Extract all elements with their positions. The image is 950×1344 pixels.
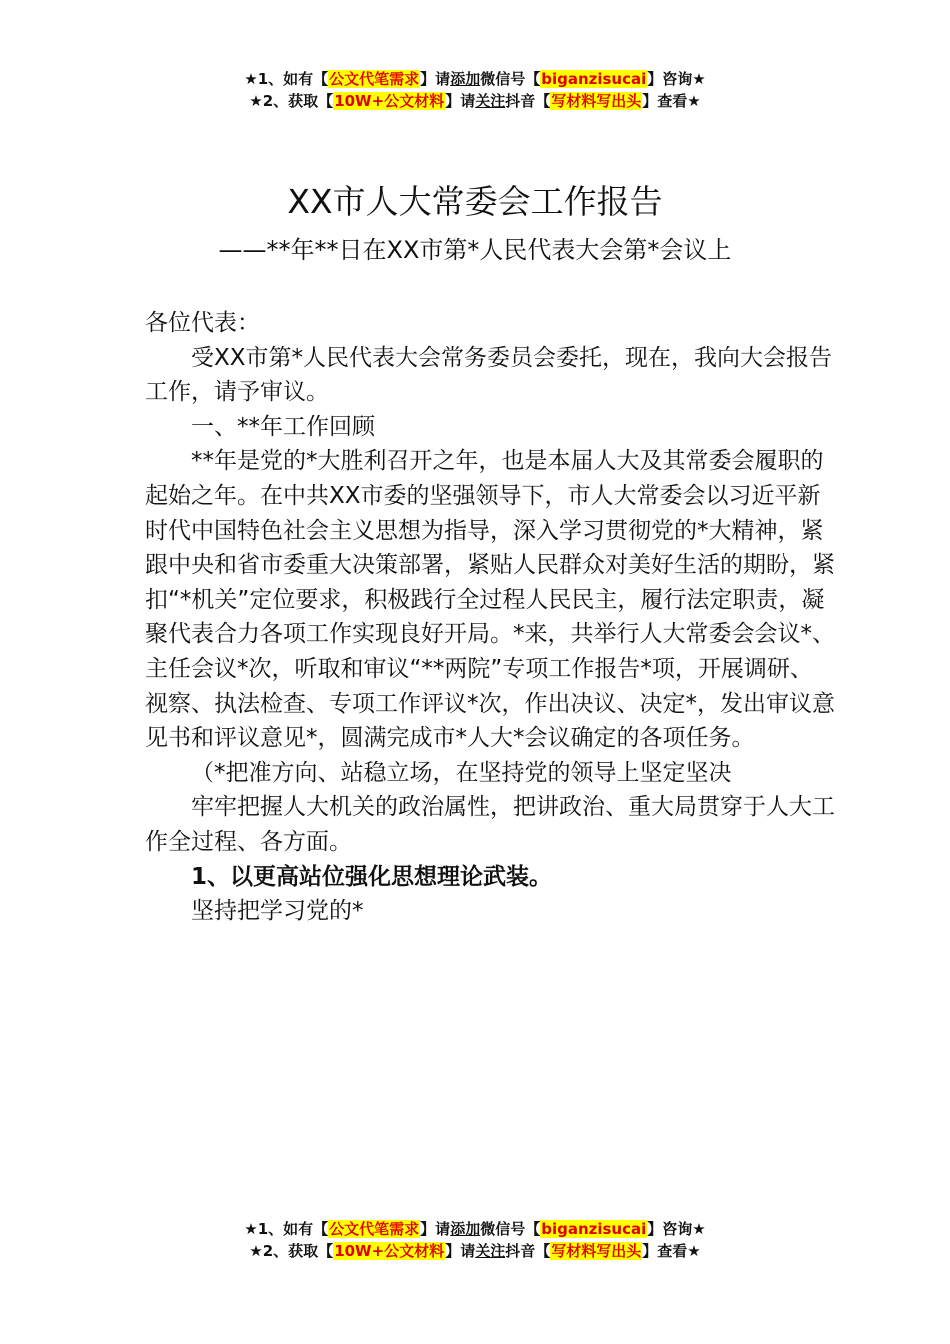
highlight-text: biganzisucai bbox=[541, 70, 647, 88]
paragraph: 牢牢把握人大机关的政治属性，把讲政治、重大局贯穿于人大工作全过程、各方面。 bbox=[145, 794, 835, 855]
highlight-text: 写材料写出头 bbox=[551, 1242, 642, 1260]
document-body bbox=[145, 306, 835, 929]
highlight-text: 公文代笔需求 bbox=[329, 1220, 420, 1238]
banner-line-2 bbox=[0, 90, 950, 112]
highlight-text: 10W+公文材料 bbox=[334, 92, 445, 110]
paragraph: 坚持把学习党的* bbox=[191, 898, 364, 925]
banner-line-1 bbox=[0, 68, 950, 90]
banner-text: 】咨询★ bbox=[647, 1220, 706, 1238]
banner-line-2 bbox=[0, 1240, 950, 1262]
paragraph: 受XX市第*人民代表大会常务委员会委托，现在，我向大会报告工作，请予审议。 bbox=[145, 344, 833, 406]
subsection-heading: （*把准方向、站稳立场，在坚持党的领导上坚定坚决 bbox=[191, 759, 732, 786]
banner-text: 抖音【 bbox=[505, 1242, 551, 1260]
banner-text: 微信号【 bbox=[480, 1220, 541, 1238]
underlined-text: 添加 bbox=[450, 70, 481, 88]
banner-line-1 bbox=[0, 1218, 950, 1240]
header-banner bbox=[0, 68, 950, 112]
banner-text: 】请 bbox=[445, 1242, 476, 1260]
banner-text: 】查看★ bbox=[642, 1242, 701, 1260]
document-title: XX市人大常委会工作报告 bbox=[287, 182, 663, 221]
highlight-text: 写材料写出头 bbox=[551, 92, 642, 110]
banner-text: 】请 bbox=[420, 70, 451, 88]
salutation: 各位代表： bbox=[145, 310, 260, 336]
document-subtitle: ——**年**日在XX市第*人民代表大会第*会议上 bbox=[218, 236, 732, 264]
banner-text: ★1、如有【 bbox=[244, 1220, 329, 1238]
banner-text: 】请 bbox=[445, 92, 476, 110]
underlined-text: 添加 bbox=[450, 1220, 481, 1238]
item-heading: 1、以更高站位强化思想理论武装。 bbox=[191, 863, 553, 890]
highlight-text: biganzisucai bbox=[541, 1220, 647, 1238]
section-heading: 一、**年工作回顾 bbox=[191, 413, 375, 440]
underlined-text: 关注 bbox=[475, 1242, 506, 1260]
banner-text: 】查看★ bbox=[642, 92, 701, 110]
paragraph: **年是党的*大胜利召开之年，也是本届人大及其常委会履职的起始之年。在中共XX市委的坚强领导下，市人大常委会以习近平新时代中国特色社会主义思想为指导，深入学习贯彻党的*大精神，紧跟中央和省市委重大决策部署，紧贴人民群众对美好生活的期盼，紧扣“*机关”定位要求，积极践行全过程人民民主，履行法定职责，凝聚代表合力各项工作实现良好开局。*来，共举行人大常委会会议*、主任会议*次，听取和审议“**两院”专项工作报告*项，开展调研、视察、执法检查、专项工作评议*次，作出决议、决定*，发出审议意见书和评议意见*，圆满完成市*人大*会议确定的各项任务。 bbox=[145, 448, 835, 752]
underlined-text: 关注 bbox=[475, 92, 506, 110]
highlight-text: 10W+公文材料 bbox=[334, 1242, 445, 1260]
banner-text: 】请 bbox=[420, 1220, 451, 1238]
banner-text: 微信号【 bbox=[480, 70, 541, 88]
highlight-text: 公文代笔需求 bbox=[329, 70, 420, 88]
footer-banner bbox=[0, 1218, 950, 1262]
banner-text: 抖音【 bbox=[505, 92, 551, 110]
banner-text: ★1、如有【 bbox=[244, 70, 329, 88]
banner-text: ★2、获取【 bbox=[249, 1242, 334, 1260]
banner-text: 】咨询★ bbox=[647, 70, 706, 88]
banner-text: ★2、获取【 bbox=[249, 92, 334, 110]
